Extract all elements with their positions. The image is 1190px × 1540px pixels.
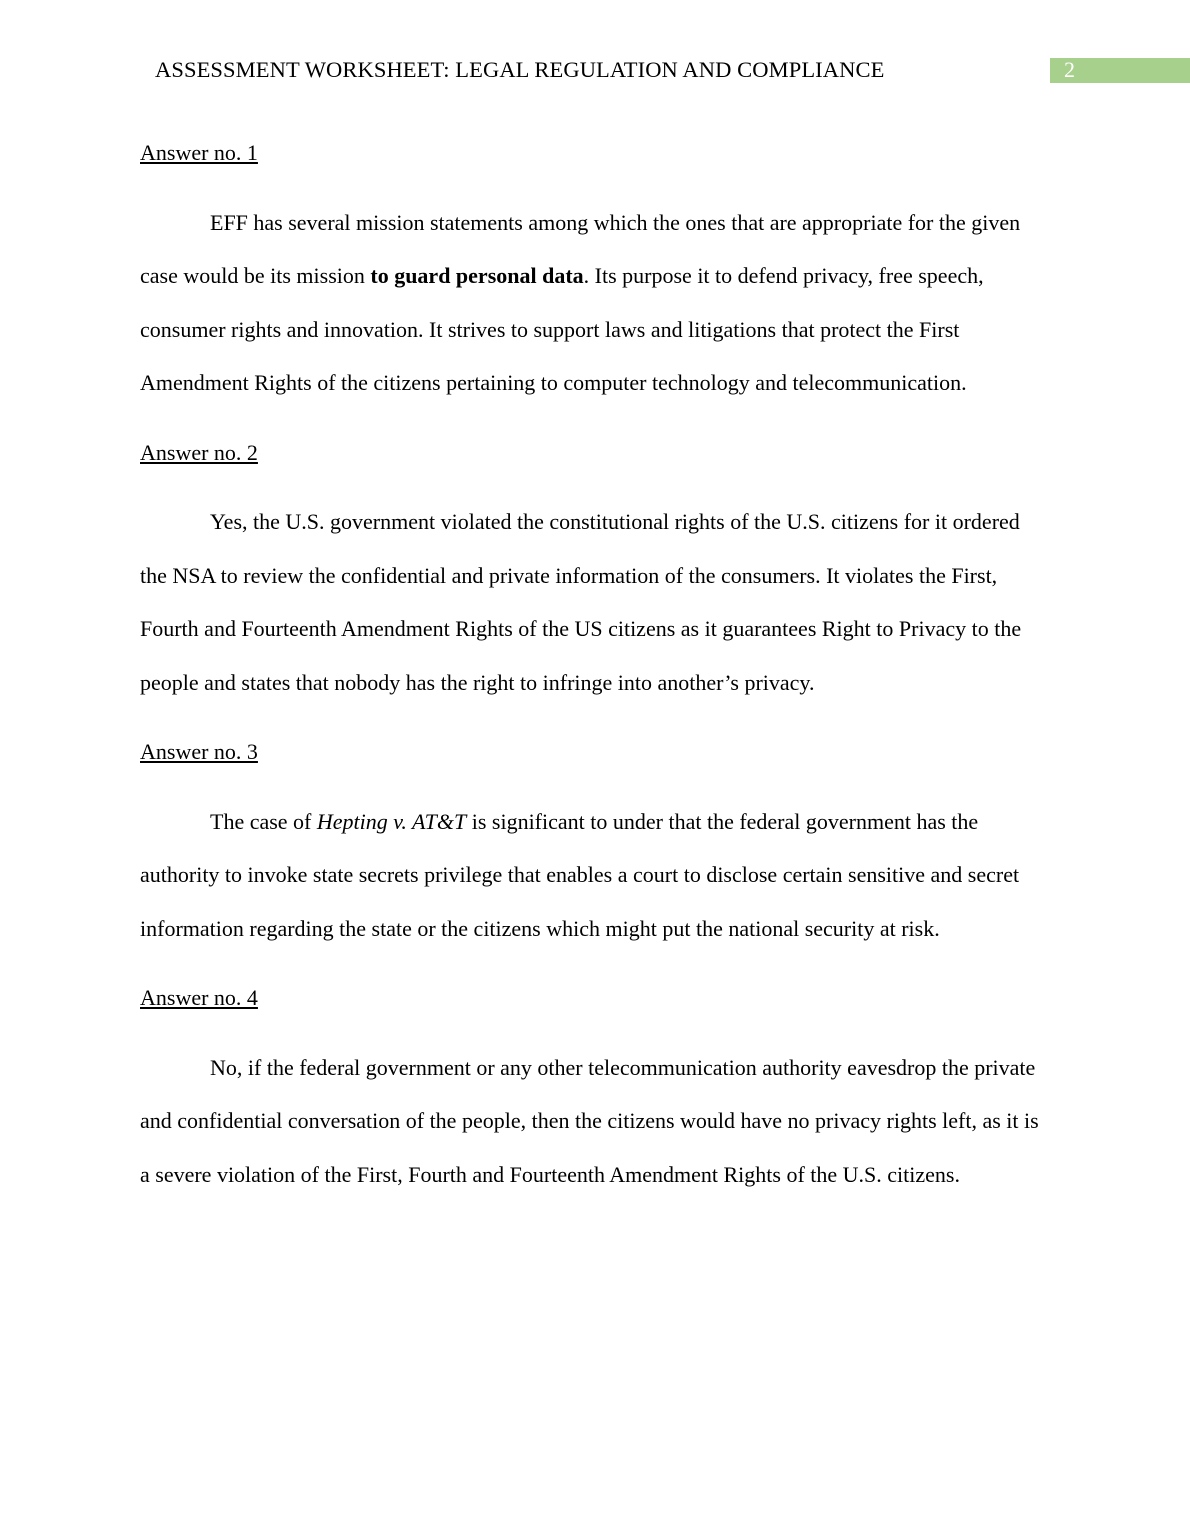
case-name: Hepting v. AT&T [316,808,467,834]
answer-paragraph: The case of Hepting v. AT&T is significant to under that the federal government has the authority to invoke state secrets privilege that enables a court to disclose certain sensitive and secret information regarding the state or the citizens which might put the national security at risk. [140,808,1020,941]
answer-heading: Answer no. 4 [140,985,258,1010]
answer-section-1 [140,126,1052,410]
running-head: ASSESSMENT WORKSHEET: LEGAL REGULATION AND COMPLIANCE [155,57,885,82]
answer-section-4 [140,971,1052,1201]
page-number-badge [1050,58,1190,83]
answer-heading: Answer no. 3 [140,739,258,764]
page-number: 2 [1064,57,1075,82]
answer-paragraph: Yes, the U.S. government violated the constitutional rights of the U.S. citizens for it ordered the NSA to review the confidential and private information of the consumers. It violates the First, Fourth and Fourteenth Amendment Rights of the US citizens as it guarantees Right to Privacy to the people and states that nobody has the right to infringe into another’s privacy. [140,509,1022,695]
answer-heading: Answer no. 2 [140,439,258,465]
document-body [140,126,1052,1201]
answer-heading: Answer no. 1 [140,140,258,165]
answer-paragraph: EFF has several mission statements among which the ones that are appropriate for the given case would be its mission to guard personal data. Its purpose it to defend privacy, free speech, consumer rights and innovation. It strives to support laws and litigations that protect the First Amendment Rights of the citizens pertaining to computer technology and telecommunication. [140,209,1021,395]
bold-phrase: to guard personal data [370,263,584,288]
answer-paragraph: No, if the federal government or any other telecommunication authority eavesdrop the private and confidential conversation of the people, then the citizens would have no privacy rights left, as it is a severe violation of the First, Fourth and Fourteenth Amendment Rights of the U.S. citizens. [140,1054,1039,1187]
answer-section-3 [140,725,1052,955]
answer-section-2 [140,426,1052,710]
